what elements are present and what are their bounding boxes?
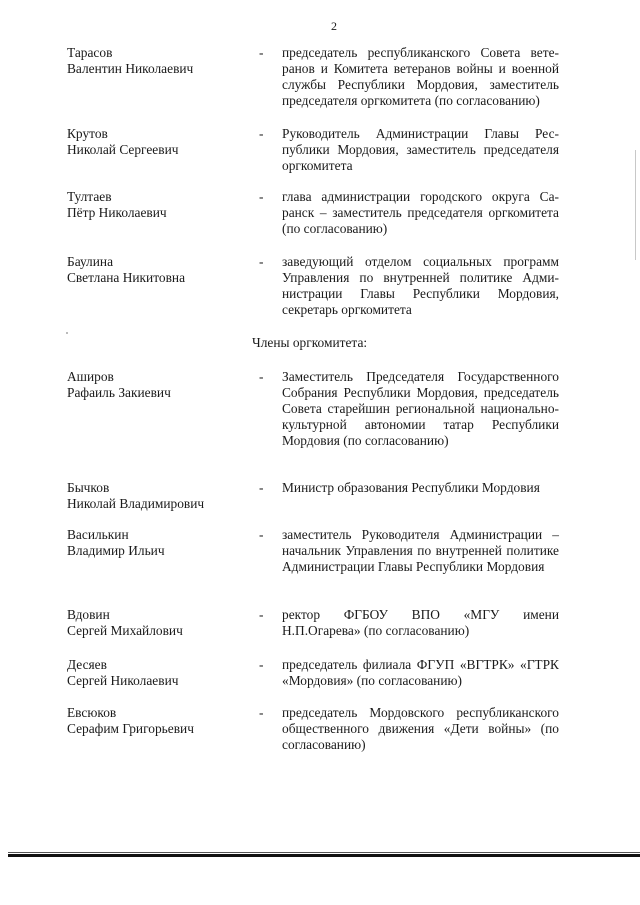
person-surname: Вдовин — [67, 607, 110, 622]
person-name — [67, 254, 252, 286]
person-given-name: Рафаиль Закиевич — [67, 385, 171, 400]
dash-separator: - — [259, 369, 264, 384]
dash-separator: - — [259, 189, 264, 204]
person-surname: Аширов — [67, 369, 114, 384]
person-surname: Бычков — [67, 480, 110, 495]
person-surname: Тултаев — [67, 189, 112, 204]
page-number: 2 — [331, 19, 337, 33]
person-name — [67, 189, 252, 221]
person-given-name: Валентин Николаевич — [67, 61, 194, 76]
dash-separator: - — [259, 254, 264, 269]
person-surname: Тарасов — [67, 45, 113, 60]
person-given-name: Сергей Михайлович — [67, 623, 183, 638]
person-role: ректор ФГБОУ ВПО «МГУ имени Н.П.Огарева» (по согласованию) — [282, 607, 559, 638]
scan-artifact — [66, 332, 68, 334]
person-name — [67, 480, 252, 512]
dash-separator: - — [259, 705, 264, 720]
person-given-name: Николай Владимирович — [67, 496, 205, 511]
dash-separator: - — [259, 45, 264, 60]
person-role: Руководитель Администрации Главы Республики Мордовия, заместитель председателя оргкомитета — [282, 126, 559, 173]
person-name — [67, 657, 252, 689]
bottom-rule — [8, 852, 640, 853]
person-role: глава администрации городского округа Саранск – заместитель председателя оргкомитета (по согласованию) — [282, 189, 559, 236]
dash-separator: - — [259, 657, 264, 672]
person-surname: Баулина — [67, 254, 114, 269]
person-name — [67, 607, 252, 639]
person-role: Министр образования Республики Мордовия — [282, 480, 540, 495]
dash-separator: - — [259, 480, 264, 495]
scan-edge-artifact — [635, 150, 636, 260]
person-role: председатель республиканского Совета ветеранов и Комитета ветеранов войны и военной службы Республики Мордовия, заместитель председателя оргкомитета (по согласованию) — [282, 45, 559, 108]
person-name — [67, 369, 252, 401]
person-name — [67, 45, 252, 77]
person-given-name: Серафим Григорьевич — [67, 721, 194, 736]
person-given-name: Владимир Ильич — [67, 543, 165, 558]
person-surname: Десяев — [67, 657, 107, 672]
person-surname: Василькин — [67, 527, 129, 542]
person-role: председатель Мордовского республиканского общественного движения «Дети войны» (по согласованию) — [282, 705, 559, 752]
person-given-name: Николай Сергеевич — [67, 142, 179, 157]
person-surname: Крутов — [67, 126, 108, 141]
person-role: заведующий отделом социальных программ Управления по внутренней политике Администрации Главы Республики Мордовия, секретарь оргкомитета — [282, 254, 559, 317]
person-name — [67, 705, 252, 737]
person-role: Заместитель Председателя Государственного Собрания Республики Мордовия, председатель Совета старейшин региональной национально-культурной автономии татар Республики Мордовия (по согласованию) — [282, 369, 559, 448]
person-name — [67, 126, 252, 158]
person-given-name: Сергей Николаевич — [67, 673, 179, 688]
person-surname: Евсюков — [67, 705, 117, 720]
person-role: заместитель Руководителя Администрации – начальник Управления по внутренней политике Администрации Главы Республики Мордовия — [282, 527, 559, 574]
dash-separator: - — [259, 607, 264, 622]
members-heading: Члены оргкомитета: — [252, 335, 368, 350]
person-name — [67, 527, 252, 559]
bottom-rule-thick — [8, 854, 640, 857]
person-given-name: Пётр Николаевич — [67, 205, 167, 220]
person-given-name: Светлана Никитовна — [67, 270, 186, 285]
dash-separator: - — [259, 126, 264, 141]
dash-separator: - — [259, 527, 264, 542]
person-role: председатель филиала ФГУП «ВГТРК» «ГТРК «Мордовия» (по согласованию) — [282, 657, 559, 688]
